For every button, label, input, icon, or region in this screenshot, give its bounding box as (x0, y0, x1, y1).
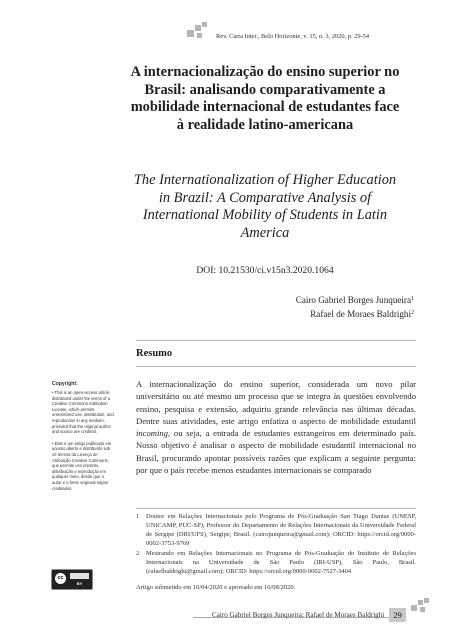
footnote-divider (136, 508, 416, 509)
cc-icon: cc (55, 573, 66, 584)
copyright-sidebar (52, 381, 114, 497)
abstract-italic-term: incoming (136, 428, 168, 439)
divider (136, 340, 416, 341)
copyright-text-en: • This is an open-access article distributed under the terms of a Creative Commons Attribution License, which permits unrestricted use, distribution, and reproduction in any medium, provided that the original author and source are credited. (52, 390, 114, 435)
journal-logo-icon (187, 22, 211, 40)
by-label: BY (76, 581, 83, 586)
footnote-1: 1 Doutor em Relações Internacionais pelo Programa de Pós-Graduação San Tiago Dantas (UNESP, UNICAMP, PUC-SP); Professor do Departamento de Relações Internacionais da Universidade Federal de Sergipe (DRI/UFS), Sergipe, Brasil. (cairojunqueira@gmail.com); ORCID: https://orcid.org/0000-0002-3753-9769 (136, 513, 416, 548)
title-english: The Internationalization of Higher Education in Brazil: A Comparative Analysis of International Mobility of Students in Latin America (133, 172, 397, 241)
doi: DOI: 10.21530/ci.v15n3.2020.1064 (196, 265, 334, 276)
footnote-2: 2 Mestrando em Relações Internacionais no Programa de Pós-Graduação do Instituto de Relações Internacionais na Universidade de São Paulo (IRI-USP), São Paulo, Brasil. (rafaelbaldrighi@gmail.com); ORCID: https://orcid.org/0000-0002-7527-3404 (136, 550, 416, 576)
author-1-footnote-mark[interactable]: 1 (411, 296, 414, 302)
cc-by-license-badge[interactable] (51, 569, 93, 590)
page-number: 29 (389, 608, 406, 622)
divider (136, 366, 416, 367)
title-portuguese: A internacionalização do ensino superior no Brasil: analisando comparativamente a mobilidade internacional de estudantes face à realidade latino-americana (130, 64, 400, 133)
author-2: Rafael de Moraes Baldrighi$^2$ (310, 309, 414, 319)
journal-logo-icon (411, 598, 433, 614)
copyright-heading: Copyright: (52, 381, 78, 387)
journal-citation: Rev. Carta Inter., Belo Horizonte, v. 15, n. 3, 2020, p. 29-54 (216, 33, 370, 40)
by-icon (70, 573, 89, 579)
author-2-footnote-mark[interactable]: 2 (411, 310, 414, 316)
copyright-text-pt: • Este é um artigo publicado em acesso aberto e distribuído sob os termos da Licença de Atribuição Creative Commons, que permite uso irrestrito, distribuição e reprodução em qualquer meio, desde que o autor e a fonte originais sejam creditados. (52, 440, 112, 491)
author-list (296, 293, 414, 321)
footer-authors: Cairo Gabriel Borges Junqueira; Rafael de Moraes Baldrighi (212, 611, 385, 619)
abstract-text: A internacionalização do ensino superior, considerada um novo pilar universitário ou até mesmo um processo que se integra às questões envolvendo ensino, pesquisa e extensão, adquiriu grande relevância nas últimas décadas. Dentre suas atividades, este artigo enfatiza o aspecto de mobilidade estudantil incoming, ou seja, a entrada de estudantes estrangeiros em determinado país. Nosso objetivo é analisar o aspecto de mobilidade estudantil internacional no Brasil, procurando apontar possíveis razões que explicam a seguinte pergunta: por que o país recebe menos estudantes internacionais se comparado (136, 379, 416, 476)
author-1: Cairo Gabriel Borges Junqueira$^1$ (295, 295, 414, 305)
abstract-heading: Resumo (136, 348, 173, 359)
submission-dates: Artigo submetido em 10/04/2020 e aprovado em 16/08/2020. (136, 584, 296, 591)
